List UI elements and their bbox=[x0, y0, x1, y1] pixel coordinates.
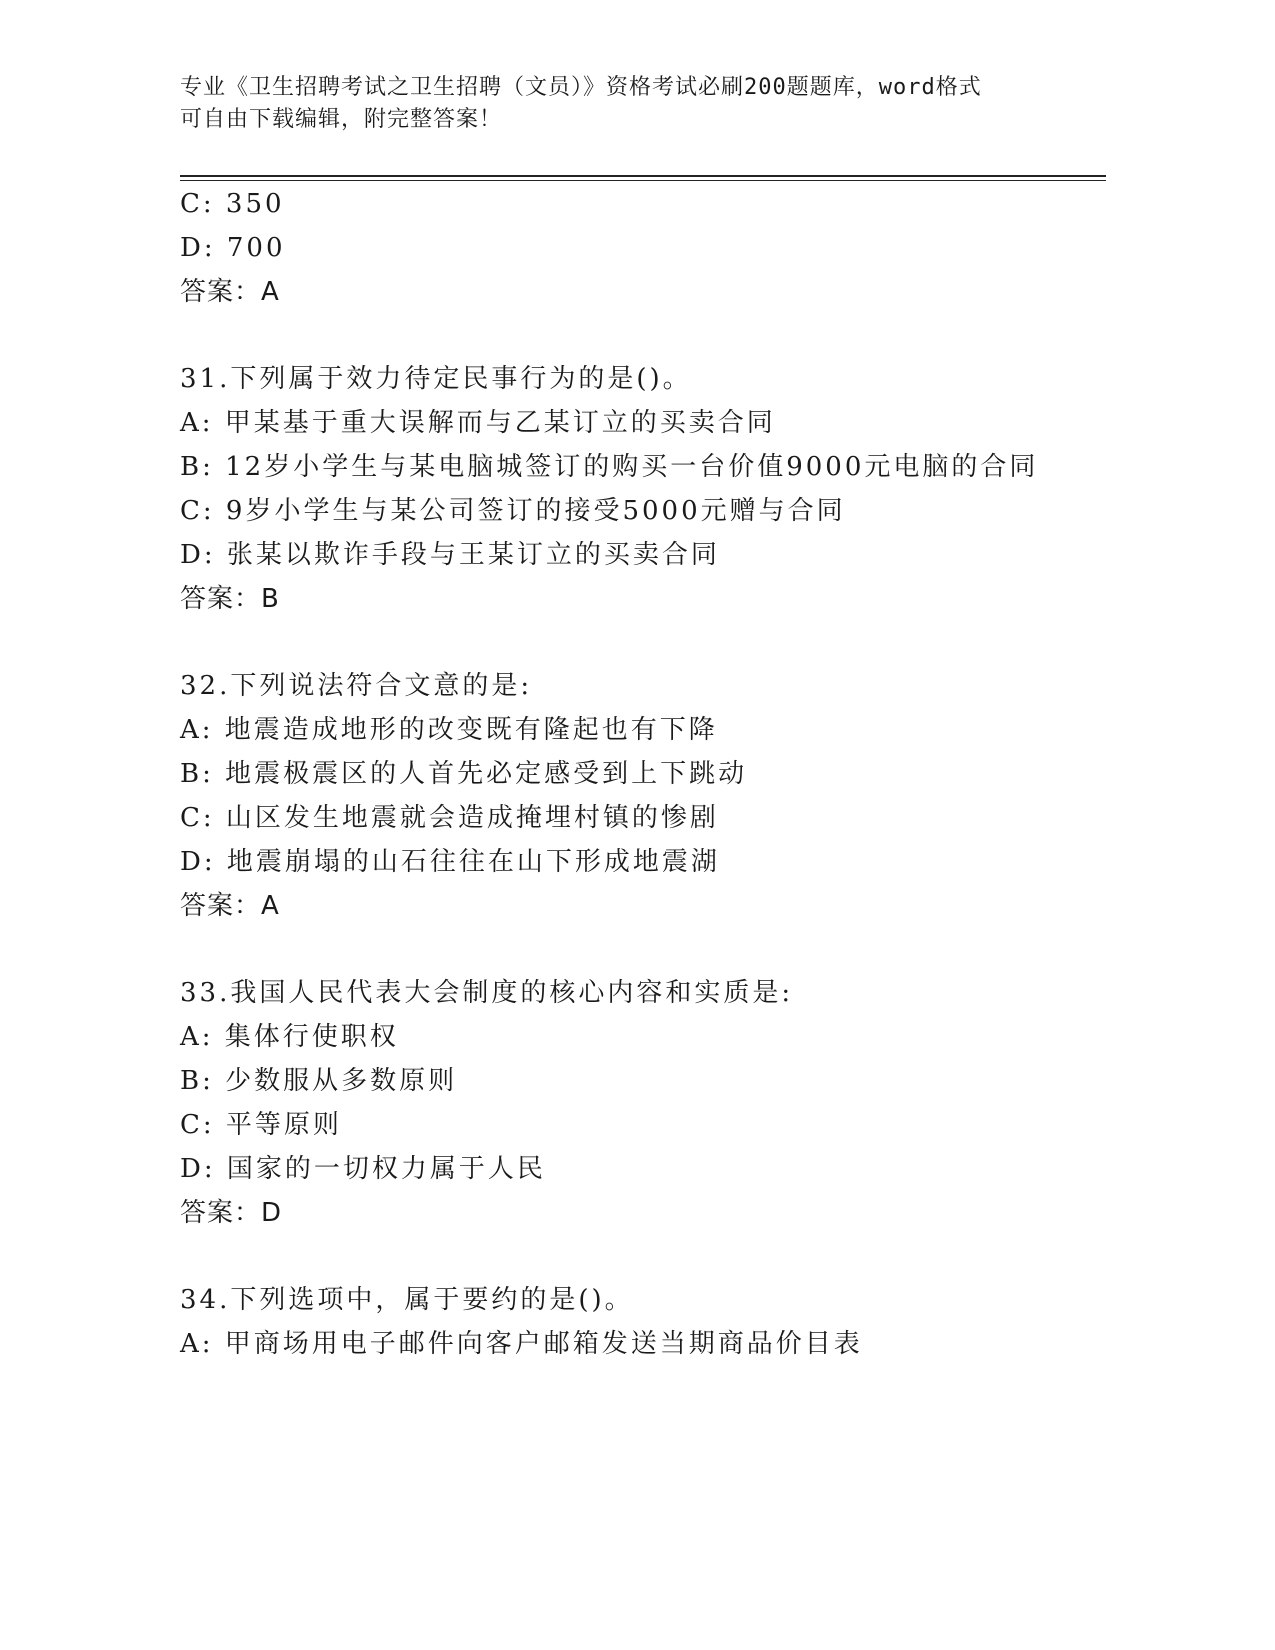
option-line: B: 12岁小学生与某电脑城签订的购买一台价值9000元电脑的合同 bbox=[180, 452, 1039, 482]
option-line: A: 甲某基于重大误解而与乙某订立的买卖合同 bbox=[180, 408, 776, 438]
option-line: C: 山区发生地震就会造成掩埋村镇的惨剧 bbox=[180, 803, 719, 833]
question-stem: 31.下列属于效力待定民事行为的是()。 bbox=[180, 364, 692, 394]
answer-line: 答案：A bbox=[180, 277, 280, 307]
option-line: D: 地震崩塌的山石往往在山下形成地震湖 bbox=[180, 847, 720, 877]
question-spacer bbox=[180, 1235, 1100, 1278]
header-line-1: 专业《卫生招聘考试之卫生招聘（文员）》资格考试必刷200题题库，word格式 bbox=[180, 75, 982, 100]
option-line: A: 甲商场用电子邮件向客户邮箱发送当期商品价目表 bbox=[180, 1329, 863, 1359]
option-line: B: 少数服从多数原则 bbox=[180, 1066, 458, 1096]
option-line: A: 地震造成地形的改变既有隆起也有下降 bbox=[180, 715, 718, 745]
option-line: D: 700 bbox=[180, 233, 286, 263]
question-list bbox=[180, 182, 1100, 1366]
option-line: D: 张某以欺诈手段与王某订立的买卖合同 bbox=[180, 540, 720, 570]
option-line: D: 国家的一切权力属于人民 bbox=[180, 1154, 546, 1184]
header-rule-thick bbox=[180, 175, 1106, 177]
document-header bbox=[180, 72, 1060, 136]
answer-line: 答案：A bbox=[180, 891, 280, 921]
header-rule-thin bbox=[180, 180, 1106, 181]
question-stem: 34.下列选项中，属于要约的是()。 bbox=[180, 1285, 634, 1315]
option-line: B: 地震极震区的人首先必定感受到上下跳动 bbox=[180, 759, 748, 789]
question-spacer bbox=[180, 314, 1100, 357]
header-line-2: 可自由下载编辑，附完整答案！ bbox=[180, 107, 503, 132]
answer-line: 答案：D bbox=[180, 1198, 283, 1228]
question-stem: 32.下列说法符合文意的是: bbox=[180, 671, 533, 701]
question-stem: 33.我国人民代表大会制度的核心内容和实质是: bbox=[180, 978, 794, 1008]
question-spacer bbox=[180, 928, 1100, 971]
answer-line: 答案：B bbox=[180, 584, 280, 614]
option-line: C: 9岁小学生与某公司签订的接受5000元赠与合同 bbox=[180, 496, 846, 526]
question-spacer bbox=[180, 621, 1100, 664]
option-line: C: 350 bbox=[180, 189, 285, 219]
option-line: C: 平等原则 bbox=[180, 1110, 342, 1140]
option-line: A: 集体行使职权 bbox=[180, 1022, 399, 1052]
